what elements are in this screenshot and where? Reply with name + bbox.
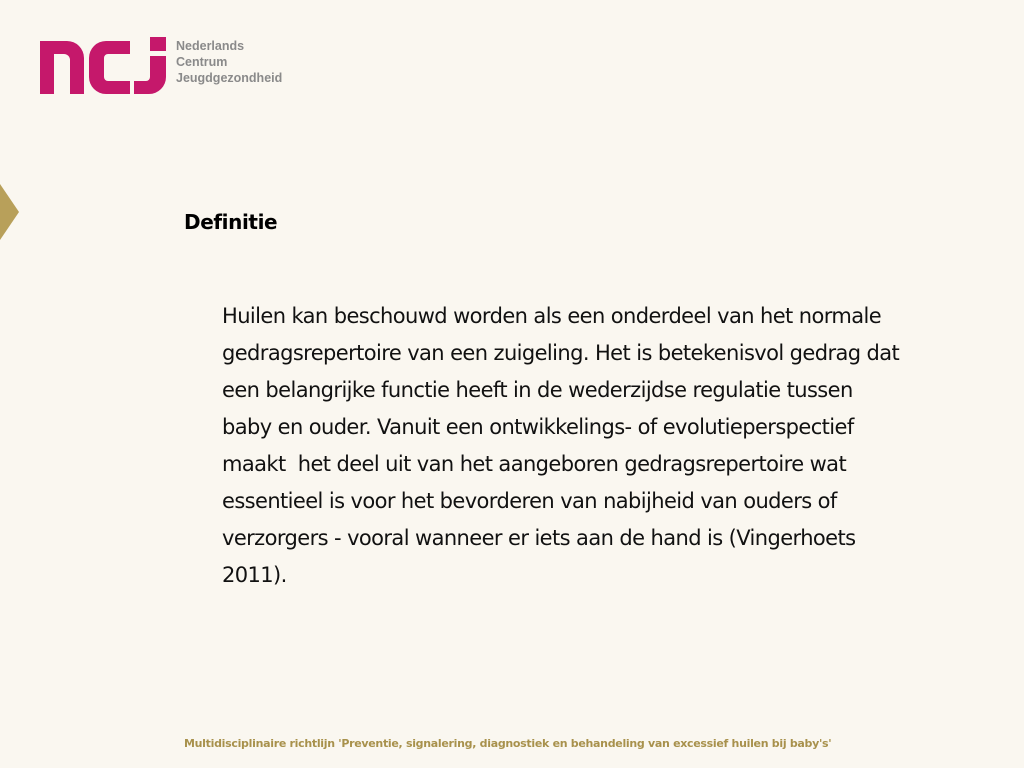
body-line: 2011). xyxy=(222,563,287,587)
slide-footer: Multidisciplinaire richtlijn 'Preventie, signalering, diagnostiek en behandeling van excessief huilen bij baby's' xyxy=(184,737,832,750)
slide-body xyxy=(222,298,982,594)
body-line: baby en ouder. Vanuit een ontwikkelings- of evolutieperspectief xyxy=(222,415,854,439)
body-line: maakt het deel uit van het aangeboren gedragsrepertoire wat xyxy=(222,452,847,476)
body-line: gedragsrepertoire van een zuigeling. Het is betekenisvol gedrag dat xyxy=(222,341,900,365)
slide-heading: Definitie xyxy=(184,210,278,234)
logo-line-3: Jeugdgezondheid xyxy=(176,71,283,85)
ncj-logo-text xyxy=(176,38,282,86)
ncj-logo-mark-icon xyxy=(40,37,168,95)
body-line: verzorgers - vooral wanneer er iets aan de hand is (Vingerhoets xyxy=(222,526,856,550)
body-line: essentieel is voor het bevorderen van nabijheid van ouders of xyxy=(222,489,837,513)
logo-line-2: Centrum xyxy=(176,55,228,69)
body-line: een belangrijke functie heeft in de wederzijdse regulatie tussen xyxy=(222,378,853,402)
ncj-logo xyxy=(40,37,300,99)
side-arrow-icon xyxy=(0,184,20,240)
logo-line-1: Nederlands xyxy=(176,39,245,53)
body-line: Huilen kan beschouwd worden als een onderdeel van het normale xyxy=(222,304,882,328)
